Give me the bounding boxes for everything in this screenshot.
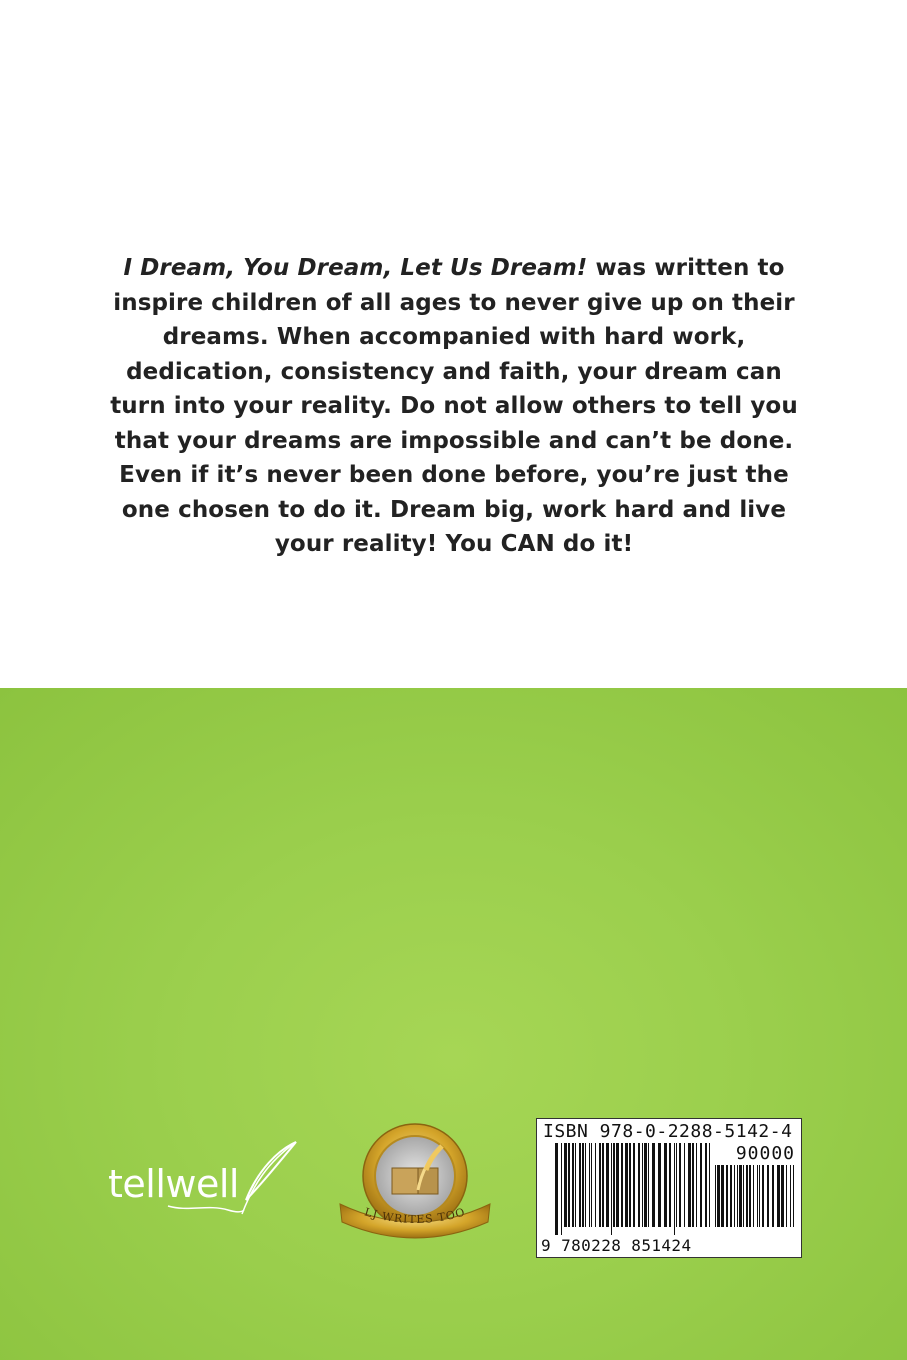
- barcode-bar: [629, 1143, 631, 1227]
- barcode-bar: [684, 1143, 685, 1227]
- barcode-bar: [786, 1165, 787, 1227]
- barcode-bar: [568, 1143, 570, 1227]
- barcode-bar: [757, 1165, 758, 1227]
- barcode-bar: [555, 1143, 558, 1235]
- barcode-bar: [648, 1143, 649, 1227]
- barcode-bar: [705, 1143, 707, 1227]
- ean-digits: 9 780228 851424: [541, 1236, 692, 1255]
- barcode-bar: [579, 1143, 581, 1227]
- back-cover-blurb: [100, 251, 808, 562]
- barcode-bar: [730, 1165, 732, 1227]
- addon-barcode-bars: [715, 1165, 797, 1235]
- barcode-bar: [700, 1143, 702, 1227]
- barcode-bar: [613, 1143, 615, 1227]
- barcode-bar: [762, 1165, 764, 1227]
- barcode-bar: [790, 1165, 791, 1227]
- imprint-seal-icon: [330, 1118, 500, 1248]
- barcode-bar: [709, 1143, 710, 1227]
- barcode-bar: [793, 1165, 794, 1227]
- barcode-bar: [642, 1143, 643, 1227]
- price-code: 90000: [735, 1143, 795, 1164]
- barcode-bar: [638, 1143, 640, 1227]
- barcode-bar: [575, 1143, 576, 1227]
- barcode-bar: [602, 1143, 604, 1227]
- barcode-bar: [572, 1143, 574, 1227]
- imprint-name: LJ WRITES TOO: [362, 1205, 468, 1227]
- barcode-bar: [616, 1143, 619, 1227]
- barcode-bar: [633, 1143, 635, 1227]
- barcode-bar: [721, 1165, 724, 1227]
- imprint-logo: [330, 1118, 500, 1248]
- blurb-text: was written to inspire children of all ages to never give up on their dreams. When accompanied with hard work, dedication, consistency and faith, your dream can turn into your reality. Do not allow others to tell you that your dreams are impossible and can’t be done. Even if it’s never been done before, you’re just the one chosen to do it. Dream big, work hard and live your reality! You CAN do it!: [110, 255, 798, 557]
- barcode-bar: [606, 1143, 609, 1227]
- barcode-bar: [696, 1143, 697, 1227]
- barcode-bar: [611, 1143, 612, 1235]
- barcode-bar: [726, 1165, 728, 1227]
- barcode-bar: [743, 1165, 744, 1227]
- isbn-barcode: [536, 1118, 802, 1258]
- barcode-bar: [746, 1165, 748, 1227]
- barcode-bar: [621, 1143, 623, 1227]
- barcode-bar: [676, 1143, 677, 1227]
- barcode-bar: [674, 1143, 675, 1235]
- barcode-bar: [652, 1143, 655, 1227]
- barcode-bar: [561, 1143, 562, 1235]
- barcode-bar: [564, 1143, 567, 1227]
- barcode-bar: [664, 1143, 667, 1227]
- barcode-bar: [739, 1165, 742, 1227]
- barcode-bar: [595, 1143, 596, 1227]
- barcode-bar: [777, 1165, 780, 1227]
- barcode-bar: [781, 1165, 784, 1227]
- barcode-bar: [734, 1165, 735, 1227]
- barcode-bar: [717, 1165, 720, 1227]
- barcode-bar: [599, 1143, 601, 1227]
- barcode-bar: [715, 1165, 716, 1227]
- cover-bottom-area: [0, 688, 907, 1360]
- barcode-bar: [749, 1165, 751, 1227]
- barcode-bar: [658, 1143, 661, 1227]
- barcode-bar: [767, 1165, 769, 1227]
- book-title: I Dream, You Dream, Let Us Dream!: [123, 255, 588, 281]
- barcode-bar: [679, 1143, 681, 1227]
- barcode-bar: [772, 1165, 774, 1227]
- barcode-bar: [582, 1143, 584, 1227]
- barcode-bar: [591, 1143, 592, 1227]
- barcode-bar: [644, 1143, 647, 1227]
- barcode-bar: [692, 1143, 694, 1227]
- ean-barcode-bars: [555, 1143, 713, 1235]
- barcode-bar: [759, 1165, 760, 1227]
- barcode-bar: [625, 1143, 628, 1227]
- isbn-label: ISBN 978-0-2288-5142-4: [543, 1121, 793, 1142]
- publisher-logo: [108, 1130, 308, 1230]
- barcode-bar: [669, 1143, 671, 1227]
- barcode-bar: [585, 1143, 586, 1227]
- barcode-bar: [688, 1143, 691, 1227]
- barcode-bar: [753, 1165, 754, 1227]
- publisher-name: tellwell: [108, 1162, 239, 1206]
- barcode-bar: [737, 1165, 738, 1227]
- barcode-bar: [589, 1143, 590, 1227]
